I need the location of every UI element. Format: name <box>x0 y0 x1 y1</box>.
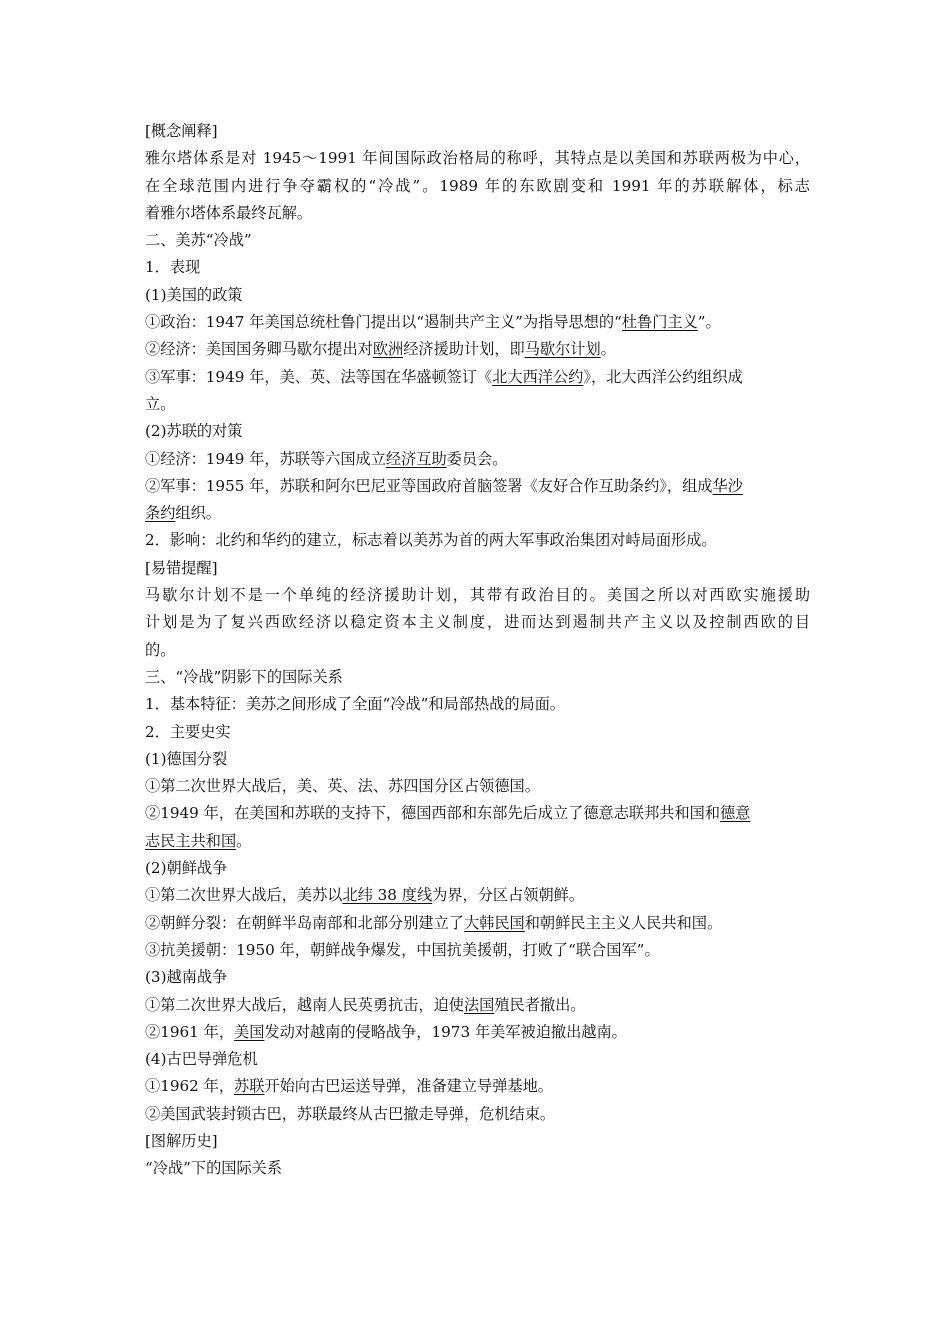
subsection-title: (2)苏联的对策 <box>145 422 243 441</box>
error-heading: [易错提醒] <box>145 558 218 577</box>
concept-text-line: 在全球范围内进行争夺霸权的“冷战”。1989 年的东欧剧变和 1991 年的苏联解体，标志 <box>145 176 810 195</box>
paragraph: ③抗美援朝：1950 年，朝鲜战争爆发，中国抗美援朝，打败了“联合国军”。 <box>145 940 660 959</box>
underlined-term: 欧洲 <box>372 340 404 359</box>
text: 。 <box>600 340 616 359</box>
underlined-term: 法国 <box>463 995 495 1014</box>
text: ①第二次世界大战后，美苏以 <box>145 886 343 905</box>
subsection-title: 2．主要史实 <box>145 722 231 741</box>
paragraph: 1．基本特征：美苏之间形成了全面“冷战”和局部热战的局面。 <box>145 695 566 714</box>
text: ①经济：1949 年，苏联等六国成立 <box>145 449 386 468</box>
error-text-line: 马歇尔计划不是一个单纯的经济援助计划，其带有政治目的。美国之所以对西欧实施援助 <box>145 586 810 605</box>
paragraph: 立。 <box>145 394 176 413</box>
paragraph <box>145 882 810 909</box>
underlined-term: 志民主共和国 <box>145 831 237 850</box>
underlined-term: 马歇尔计划 <box>524 340 601 359</box>
concept-heading: [概念阐释] <box>145 122 218 140</box>
subsection-title: (2)朝鲜战争 <box>145 859 228 878</box>
paragraph <box>145 992 810 1019</box>
text: 殖民者撤出。 <box>494 995 586 1014</box>
text: ”。 <box>697 313 721 332</box>
paragraph <box>145 364 810 391</box>
underlined-term: 经济互助 <box>385 449 447 468</box>
text: 发动对越南的侵略战争，1973 年美军被迫撤出越南。 <box>264 1022 627 1041</box>
section-title: 三、“冷战”阴影下的国际关系 <box>145 667 343 686</box>
underlined-term: 大韩民国 <box>463 913 525 932</box>
subsection-title: (1)德国分裂 <box>145 749 228 768</box>
underlined-term: 美国 <box>234 1022 265 1041</box>
section-title: 二、美苏“冷战” <box>145 231 252 250</box>
underlined-term: 杜鲁门主义 <box>621 313 698 332</box>
underlined-term: 苏联 <box>234 1077 265 1096</box>
concept-text-line: 着雅尔塔体系最终瓦解。 <box>145 203 313 222</box>
text: 》，北大西洋公约组织成 <box>583 367 743 386</box>
paragraph <box>145 309 810 336</box>
text: 委员会。 <box>446 449 508 468</box>
paragraph: ①第二次世界大战后，美、英、法、苏四国分区占领德国。 <box>145 777 540 796</box>
paragraph <box>145 828 810 855</box>
subsection-title: (4)古巴导弹危机 <box>145 1050 258 1069</box>
subsection-title: 1．表现 <box>145 258 201 277</box>
text: 开始向古巴运送导弹，准备建立导弹基地。 <box>264 1077 553 1096</box>
subsection-title: (1)美国的政策 <box>145 285 243 304</box>
diagram-heading: [图解历史] <box>145 1131 218 1150</box>
text: ②1961 年， <box>145 1022 235 1041</box>
text: ①1962 年， <box>145 1077 235 1096</box>
text: 经济援助计划，即 <box>403 340 525 359</box>
text: ②经济：美国国务卿马歇尔提出对 <box>145 340 373 359</box>
text: ②军事：1955 年，苏联和阿尔巴尼亚等国政府首脑签署《友好合作互助条约》，组成 <box>145 476 713 495</box>
text: ①政治：1947 年美国总统杜鲁门提出以“遏制共产主义”为指导思想的“ <box>145 313 622 332</box>
paragraph <box>145 446 810 473</box>
text: 和朝鲜民主主义人民共和国。 <box>524 913 723 932</box>
text: ③军事：1949 年，美、英、法等国在华盛顿签订《 <box>145 367 493 386</box>
paragraph <box>145 473 810 500</box>
text: 为界，分区占领朝鲜。 <box>432 886 585 905</box>
text: ②朝鲜分裂：在朝鲜半岛南部和北部分别建立了 <box>145 913 464 932</box>
paragraph: ②美国武装封锁古巴，苏联最终从古巴撤走导弹，危机结束。 <box>145 1104 556 1123</box>
underlined-term: 条约 <box>145 504 176 523</box>
text: 组织。 <box>175 504 221 523</box>
error-text-line: 的。 <box>145 640 176 659</box>
underlined-term: 德意 <box>720 804 751 823</box>
underlined-term: 北纬 38 度线 <box>342 886 433 905</box>
paragraph <box>145 1019 810 1046</box>
underlined-term: 北大西洋公约 <box>492 367 584 386</box>
paragraph <box>145 910 810 937</box>
paragraph <box>145 500 810 527</box>
subsection-title: (3)越南战争 <box>145 968 228 987</box>
paragraph: 2．影响：北约和华约的建立，标志着以美苏为首的两大军事政治集团对峙局面形成。 <box>145 531 717 550</box>
document-body <box>145 118 810 1183</box>
paragraph <box>145 1073 810 1100</box>
text: 。 <box>236 831 252 850</box>
underlined-term: 华沙 <box>712 476 743 495</box>
error-text-line: 计划是为了复兴西欧经济以稳定资本主义制度，进而达到遏制共产主义以及控制西欧的目 <box>145 613 810 632</box>
concept-text-line: 雅尔塔体系是对 1945～1991 年间国际政治格局的称呼，其特点是以美国和苏联两极为中心， <box>145 149 810 168</box>
text: ②1949 年，在美国和苏联的支持下，德国西部和东部先后成立了德意志联邦共和国和 <box>145 804 721 823</box>
paragraph <box>145 336 810 363</box>
diagram-caption: “冷战”下的国际关系 <box>145 1159 283 1178</box>
text: ①第二次世界大战后，越南人民英勇抗击，迫使 <box>145 995 464 1014</box>
paragraph <box>145 800 810 827</box>
